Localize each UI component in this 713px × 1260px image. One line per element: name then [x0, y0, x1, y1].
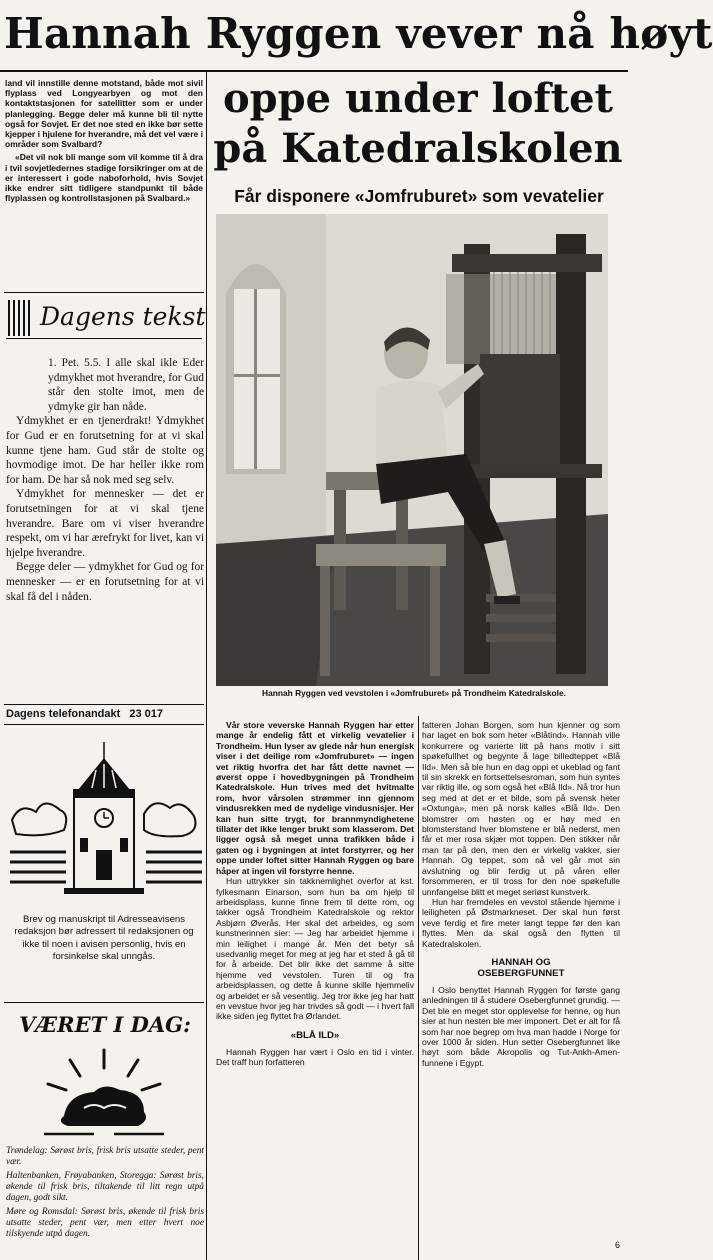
rule-above-dagens-tekst — [4, 292, 204, 293]
weather-forecast — [6, 1146, 204, 1240]
photo-frame — [216, 214, 608, 686]
subheadline: Får disponere «Jomfruburet» som vevatelier — [234, 186, 604, 206]
notice: Brev og manuskript til Adresseavisens redaksjon bør adressert til redaksjonen og ikke til noen i avisen personlig, hvis en forsinkelse skal unngås. — [14, 914, 194, 963]
rule-above-weather — [4, 1002, 204, 1003]
weather-title: VÆRET I DAG: — [19, 1012, 191, 1037]
weaving-photo — [216, 214, 608, 686]
article-col2-p2: Hun har fremdeles en vevstol stående hjemme i leiligheten på Østmarkneset. Der skal hun først veve ferdig et fire meter langt teppe før den kan flyttes. Men da skal også den flytten til Katedralskolen. — [422, 896, 620, 949]
sun-icon — [34, 1046, 174, 1142]
dagens-tekst-body — [6, 356, 204, 604]
dagens-tekst-p3: Begge deler — ydmykhet for Gud og for mennesker — er en forutsetning for at vi skal få del i nåden. — [6, 561, 204, 603]
left-top-paragraph-2: «Det vil nok bli mange som vil komme til å dra i tvil sovjetledernes stadige forsikringer om at de er interessert i gode naboforhold, hvis Sovjet ikke endrer sitt tidligere standpunkt til både flyplassen og kontrollstasjonen på Svalbard.» — [5, 152, 203, 204]
church-tower-icon — [4, 740, 204, 900]
weather-sun-illustration — [34, 1046, 174, 1142]
headline-line2: oppe under loftet — [222, 75, 614, 122]
telefonandakt — [6, 706, 204, 722]
dagens-tekst-p2: Ydmykhet for mennesker — det er forutsetningen for at vi skal tjene hverandre. Bare om vi viser hverandre respekt, om vi har ærefrykt for livet, kan vi hjelpe hverandre. — [6, 488, 204, 559]
article-col2-subhead-1: HANNAH OG — [491, 956, 551, 968]
dagens-tekst-underline — [6, 338, 202, 339]
rule-below-telefonandakt — [4, 724, 204, 725]
article-col2-p1: fatteren Johan Borgen, som hun kjenner og som har laget en bok som heter «Blåtind». Hannah ville konkurrere og varierte litt på hans motiv i sitt spøkefullhet og begynte å lage billedteppet «Blå Ild». Men så ble hun en dag oppi et ukeblad og fant til sin skrekk en fortsettelsesroman, som hun syntes var riktig ille, og som også het «Blå Ild». Nå tror hun seg med at det er et bilde, som på svensk heter «Oxtunga», men på norsk kalles «Blå Ild». Den blomstrer om høsten og er høy med en blomsterstand hver blomstene er blå nederst, men får et mer rosa skjær mot toppen. Den stikker når man tar på den, men den er virkelig vakker, sier Hannah. Og teppet, som nå vel går mot sin avslutning og blir ferdig ut på våren eller forsommeren, er til tross for den noe spøkefulle unnfangelse blitt et meget seriøst kunstverk. — [422, 720, 620, 897]
article-col2-subhead-2: OSEBERGFUNNET — [477, 967, 565, 979]
article-col2-p3: I Oslo benyttet Hannah Ryggen for første gang anledningen til å studere Osebergfunnet grundig. — Det ble en meget stor opplevelse for henne, og hun sier at hun nesten ble mer imponert. Det er alt for få som har noe begrep om hva man hadde i Norge for over 1000 år siden. Hun setter Osebergfunnet like høyt som både Akropolis og Tut-Ankh-Amen-funnene i Egypt. — [422, 984, 620, 1068]
dagens-tekst-title: Dagens tekst — [40, 302, 206, 331]
weather-banks: Haltenbanken, Frøyabanken, Storegga: Sørøst bris, økende til frisk bris, tiltakende til litt regn utpå dagen, godt sikt. — [6, 1171, 204, 1203]
folio: 6 — [614, 1240, 620, 1250]
church-illustration — [4, 740, 204, 900]
column-rule-article — [418, 716, 419, 1260]
telefonandakt-number: 23 017 — [129, 708, 164, 720]
dagens-tekst-verse: 1. Pet. 5.5. I alle skal ikle Eder ydmykhet mot hverandre, for Gud står den stolte imot, men de ydmyke gir han nåde. — [48, 357, 204, 413]
stripe-lines-icon — [6, 298, 36, 338]
dagens-tekst-header — [6, 298, 206, 340]
weather-more-romsdal: Møre og Romsdal: Sørøst bris, økende til frisk bris utsatte steder, pent vær, men etter hvert noe tilskyende utpå dagen. — [6, 1207, 204, 1239]
left-top-article — [5, 78, 203, 203]
headline-line3: på Katedralskolen — [213, 125, 623, 172]
article-col1-p3: Hannah Ryggen har vært i Oslo en tid i vinter. Det traff hun forfatteren — [216, 1046, 414, 1068]
rule-above-telefonandakt — [4, 704, 204, 705]
headline-line1: Hannah Ryggen vever nå høyt — [4, 9, 713, 58]
article-col1-subhead: «BLÅ ILD» — [290, 1029, 340, 1041]
column-rule-left — [206, 72, 207, 1260]
telefonandakt-label: Dagens telefonandakt — [6, 708, 121, 720]
article-column-1 — [216, 720, 414, 1068]
left-top-paragraph-1: land vil innstille denne motstand, både mot sivil flyplass ved Longyearbyen og mot den kontaktstasjonen for satellitter som er under planlegging. Begge deler må kunne bli til nytte også for Sovjet. Er det noe sted en ikke bør sette kjepper i hjulene for hverandre, må det vel være i områder som Svalbard? — [5, 78, 203, 150]
headline-underline — [0, 70, 628, 72]
article-col1-p1: Vår store veverske Hannah Ryggen har etter mange år endelig fått et virkelig vevatelier i Trondheim. Hun lyser av glede når hun energisk viser i det deilige rom «Jomfruburet» — ingen vet riktig hvorfra det har fått dette navnet — øverst oppe i hovedbygningen på Trondheim Katedralskole. Hun trives med det hvitmalte rom, hvor vårsolen strømmer inn gjennom vindusrekken med de nydelige vindusnisjer. Her kan hun sitte trygt, for brannmyndighetene tillater det ikke lenger brukt som klasserom. Det ligger også så meget unna trafikken både i gaten og i bygningen at intet forstyrrer, og her oppe under loftet sitter Hannah Ryggen og bare håper at ingen vil forstyrre henne. — [216, 720, 414, 876]
weather-trondelag: Trøndelag: Sørøst bris, frisk bris utsatte steder, pent vær. — [6, 1146, 204, 1167]
article-col1-p2: Hun uttrykker sin takknemlighet overfor at kst. fylkesmann Einarson, som hun ba om hjelp til arbeidsplass, kunne finne frem til dette rom, og takker også Trondheim Katedralskole og rektor Asbjørn Øverås. Her skal det arbeides, og som kunstnerinnen sier: — Jeg har arbeidet hjemme i min leilighet i mange år. Men det betyr så usedvanlig meget for meg at jeg har et sted å gå til for å arbeide. Det blir ikke det samme å sitte hjemme ved vevstolen. Turen til og fra arbeidsplassen, og dette å kunne skille hjemmeliv og arbeidet er så vesentlig. Jeg tror ikke jeg har hatt en vevstue hvor jeg har trivdes så godt — i hvert fall ikke siden jeg flyttet fra Ørlandet. — [216, 876, 414, 1022]
dagens-tekst-p1: Ydmykhet er en tjenerdrakt! Ydmykhet for Gud er en forutsetning for at vi skal kunne tjene ham. Gud står de stolte og hovmodige imot. De har heller ikke rom for ham. De har så nok med seg selv. — [6, 415, 204, 486]
article-column-2 — [422, 720, 620, 1068]
photo-caption: Hannah Ryggen ved vevstolen i «Jomfruburet» på Trondheim Katedralskole. — [262, 688, 566, 698]
